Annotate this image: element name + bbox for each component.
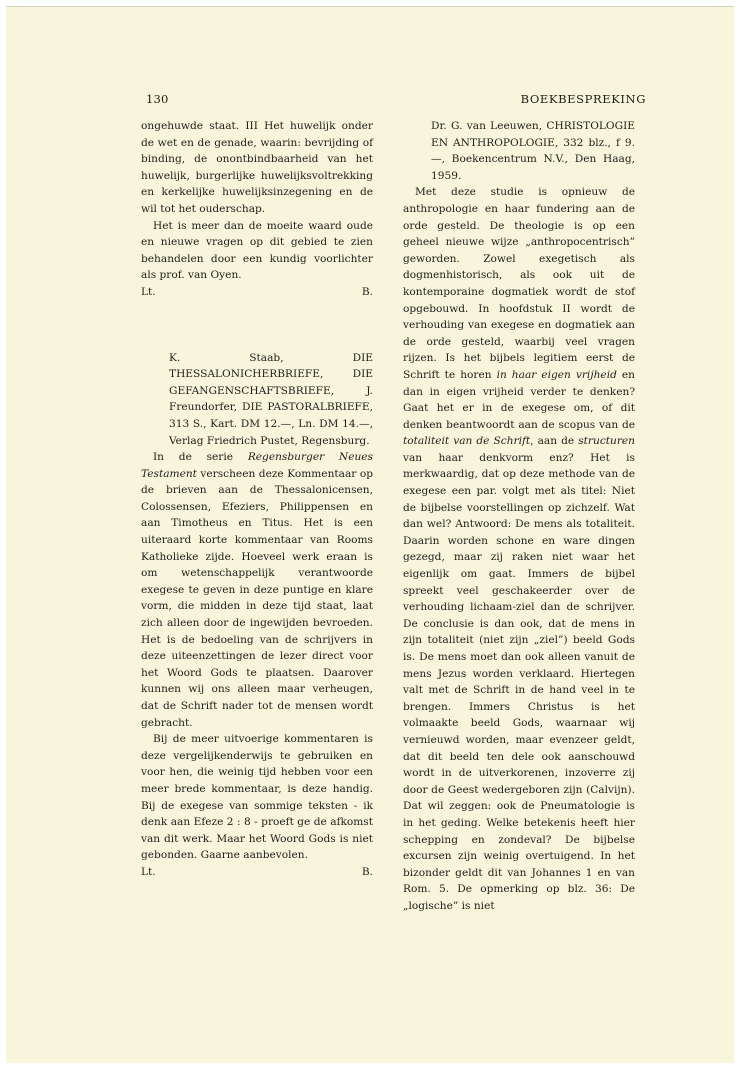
section-gap — [141, 301, 373, 350]
text-run: , aan de — [530, 435, 579, 448]
emphasis: in haar eigen vrijheid — [496, 368, 617, 381]
text-run: In de serie — [153, 451, 248, 464]
emphasis: structuren — [578, 435, 635, 448]
review-signature-1 — [141, 284, 373, 301]
text-run: en dan in eigen vrijheid verder te denken? Gaat het er in de exegese om, of dit denken beantwoordt aan de scopus van de — [403, 368, 635, 431]
running-title: BOEKBESPREKING — [520, 92, 646, 106]
signature-initials: Lt. — [141, 285, 156, 298]
text-run: van haar denkvorm enz? Het is merkwaardig, dat op deze methode van de exegese een par. volgt met als titel: Niet de bijbelse voorstellingen op zichzelf. Wat dan wel? Antwoord: De mens als totaliteit. Daarin worden schone en ware dingen gezegd, maar zij raken niet waar het eigenlijk om gaat. Immers de bijbel spreekt veel geschakeerder over de verhouding lichaam-ziel dan de schrijver. De conclusie is dan ook, dat de mens in zijn totaliteit (niet zijn „ziel”) beeld Gods is. De mens moet dan ook alleen vanuit de mens Jezus worden verklaard. Hiertegen valt met de Schrift in de hand veel in te brengen. Immers Christus is het volmaakte beeld Gods, waarnaar wij vernieuwd worden, maar evenzeer geldt, dat dit beeld ten dele ook aanschouwd wordt in de uitverkorenen, inzoverre zij door de Geest wedergeboren zijn (Calvijn). Dat wil zeggen: ook de Pneumatologie is in het geding. Welke betekenis heeft hier schepping en zondeval? De bijbelse excursen zijn weinig overtuigend. In het bizonder geldt dit van Johannes 1 en van Rom. 5. De opmerking op blz. 36: De „logische” is niet — [403, 451, 635, 912]
signature-letter: B. — [361, 285, 373, 298]
left-paragraph-4: Bij de meer uitvoerige kommentaren is deze vergelijkenderwijs te gebruiken en voor hen, die weinig tijd hebben voor een meer brede kommentaar, is deze handig. Bij de exegese van sommige teksten - ik denk aan Efeze 2 : 8 - proeft ge de afkomst van dit werk. Maar het Woord Gods is niet gebonden. Gaarne aanbevolen. — [141, 733, 373, 862]
review-signature-2 — [141, 864, 373, 881]
right-column — [403, 118, 635, 915]
emphasis: totaliteit van de Schrift — [403, 435, 531, 448]
signature-letter: B. — [361, 865, 373, 878]
page-number: 130 — [146, 92, 169, 106]
series-title: Regensburger Neues Testament — [141, 451, 373, 480]
signature-initials: Lt. — [141, 865, 156, 878]
text-run: verscheen deze Kommentaar op de brieven aan de Thessalonicensen, Colossensen, Efeziers, Philippensen en aan Timotheus en Titus. Het is een uiteraard korte kommentaar van Rooms Katholieke zijde. Hoeveel werk eraan is om wetenschappelijk verantwoorde exegese te geven in deze puntige en klare vorm, die midden in deze tijd staat, laat zich alleen door de ingewijden bevroeden. Het is de bedoeling van de schrijvers in deze uiteenzettingen de lezer direct voor het Woord Gods te plaatsen. Daarover kunnen wij ons alleen maar verheugen, dat de Schrift nader tot de mensen wordt gebracht. — [141, 467, 373, 729]
left-column — [141, 118, 373, 881]
book-reference-staab: K. Staab, DIE THESSALONICHERBRIEFE, DIE GEFANGENSCHAFTSBRIEFE, J. Freundorfer, DIE PASTORALBRIEFE, 313 S., Kart. DM 12.—, Ln. DM 14.—, Verlag Friedrich Pustet, Regensburg. — [169, 351, 373, 447]
text-run: Met deze studie is opnieuw de anthropologie en haar fundering aan de orde gesteld. De theologie is op een geheel nieuwe wijze „anthropocentrisch” geworden. Zowel exegetisch als dogmenhistorisch, als ook uit de kontemporaine dogmatiek wordt de stof opgebouwd. In hoofdstuk II wordt de verhouding van exegese en dogmatiek aan de orde gesteld, waarbij veel vragen rijzen. Is het bijbels legitiem eerst de Schrift te horen — [403, 186, 635, 381]
book-reference-van-leeuwen: Dr. G. van Leeuwen, CHRISTOLOGIE EN ANTHROPOLOGIE, 332 blz., f 9.—, Boekencentrum N.V., Den Haag, 1959. — [431, 120, 635, 182]
left-paragraph-2: Het is meer dan de moeite waard oude en nieuwe vragen op dit gebied te zien behandelen door een kundig voorlichter als prof. van Oyen. — [141, 219, 373, 282]
running-header — [146, 92, 646, 108]
right-paragraph-1 — [403, 184, 635, 914]
left-paragraph-1: ongehuwde staat. III Het huwelijk onder de wet en de genade, waarin: bevrijding of binding, de onontbindbaarheid van het huwelijk, burgerlijke huwelijksvoltrekking en kerkelijke huwelijksinzegening en de wil tot het ouderschap. — [141, 120, 373, 215]
left-paragraph-3 — [141, 449, 373, 731]
